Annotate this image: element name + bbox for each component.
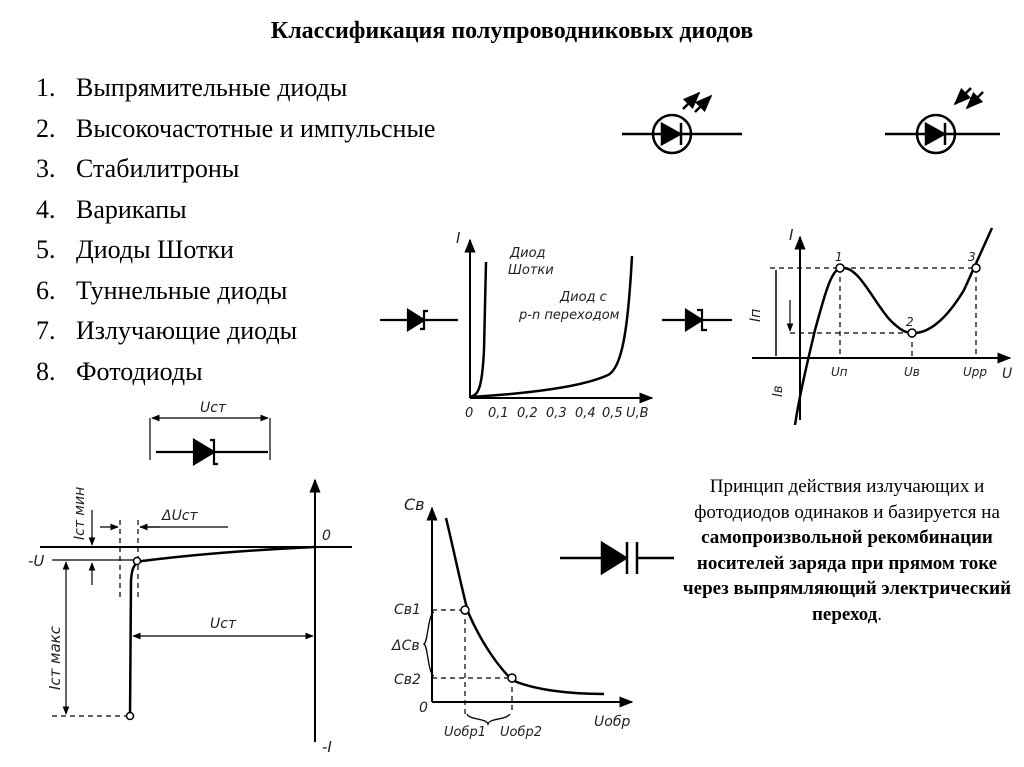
- list-number: 5.: [36, 235, 56, 264]
- zener-i-min: Iст мин: [72, 486, 88, 540]
- led-symbol: [622, 93, 742, 153]
- list-label: Выпрямительные диоды: [76, 73, 348, 102]
- schottky-diode-symbol: [380, 310, 458, 330]
- schottky-iv-graph: [456, 229, 652, 421]
- schottky-tick: 0,2: [517, 406, 538, 421]
- pn-curve-label: p-n переходом: [519, 308, 620, 323]
- tunnel-point-label: 2: [906, 315, 914, 329]
- list-label: Стабилитроны: [76, 154, 240, 183]
- zener-delta-ust: ΔUст: [162, 508, 198, 524]
- tunnel-valley-current: Iв: [771, 385, 786, 397]
- schottky-tick: 0,5: [602, 406, 623, 421]
- schottky-curve-label: Диод: [510, 246, 546, 261]
- tunnel-peak-current: Iп: [748, 308, 764, 322]
- tunnel-point-label: 1: [835, 250, 843, 264]
- paragraph-bold: самопроизвольной рекомбинации носителей заряда при прямом токе через выпрямляющий электрический переход: [682, 527, 1012, 625]
- zener-minus-u: -U: [28, 552, 45, 570]
- tunnel-y-label: I: [789, 226, 794, 244]
- tunnel-x-label: U: [1002, 366, 1013, 382]
- zener-minus-i: -I: [322, 738, 332, 756]
- list-label: Туннельные диоды: [76, 275, 288, 305]
- tunnel-x-tick: Uрр: [963, 365, 988, 379]
- photodiode-symbol: [885, 88, 1000, 153]
- list-label: Высокочастотные и импульсные: [76, 113, 436, 143]
- schottky-tick: 0,4: [575, 406, 596, 421]
- varicap-cv-graph: [391, 495, 632, 740]
- list-number: 2.: [36, 113, 56, 143]
- list-label: Варикапы: [76, 194, 187, 224]
- paragraph-plain: Принцип действия излучающих и фотодиодов одинаков и базируется на: [694, 476, 1000, 523]
- schottky-tick: 0,3: [546, 406, 567, 421]
- pn-curve-label: Диод с: [560, 290, 607, 305]
- varicap-cb1: Cв1: [394, 602, 421, 618]
- schottky-curve-label: Шотки: [508, 263, 554, 278]
- paragraph-end: .: [877, 603, 883, 625]
- tunnel-point-label: 3: [968, 250, 976, 264]
- list-number: 4.: [36, 194, 56, 224]
- zener-i-max: Iст макс: [46, 626, 64, 690]
- slide-title: Классификация полупроводниковых диодов: [270, 18, 754, 44]
- tunnel-diode-symbol: [662, 310, 732, 330]
- varicap-cb2: Cв2: [394, 672, 421, 688]
- schottky-y-label: I: [456, 229, 461, 247]
- varicap-uobr2: Uобр2: [500, 725, 543, 740]
- varicap-uobr1: Uобр1: [444, 725, 487, 740]
- zener-ust-mid: Uст: [210, 616, 237, 632]
- tunnel-x-tick: Uп: [831, 365, 848, 379]
- tunnel-iv-graph: [748, 226, 1012, 425]
- varicap-symbol: [560, 542, 674, 574]
- list-number: 7.: [36, 316, 56, 345]
- zener-ust-top: Uст: [200, 400, 227, 416]
- list-label: Фотодиоды: [76, 356, 203, 386]
- varicap-x-label: Uобр: [594, 714, 631, 730]
- varicap-y-label: Cв: [404, 495, 425, 514]
- list-number: 1.: [36, 73, 56, 102]
- zener-diode-symbol: [150, 418, 270, 464]
- list-label: Диоды Шотки: [76, 235, 234, 264]
- schottky-x-label: U,В: [626, 406, 649, 421]
- varicap-origin: 0: [419, 700, 428, 716]
- schottky-tick: 0: [465, 406, 474, 421]
- list-number: 3.: [36, 154, 56, 183]
- zener-origin: 0: [322, 528, 331, 544]
- zener-iv-graph: [28, 480, 352, 756]
- list-number: 8.: [36, 356, 56, 386]
- list-label: Излучающие диоды: [76, 316, 298, 345]
- schottky-tick: 0,1: [488, 406, 509, 421]
- varicap-dcb: ΔCв: [392, 638, 420, 654]
- list-number: 6.: [36, 275, 56, 305]
- tunnel-x-tick: Uв: [904, 365, 920, 379]
